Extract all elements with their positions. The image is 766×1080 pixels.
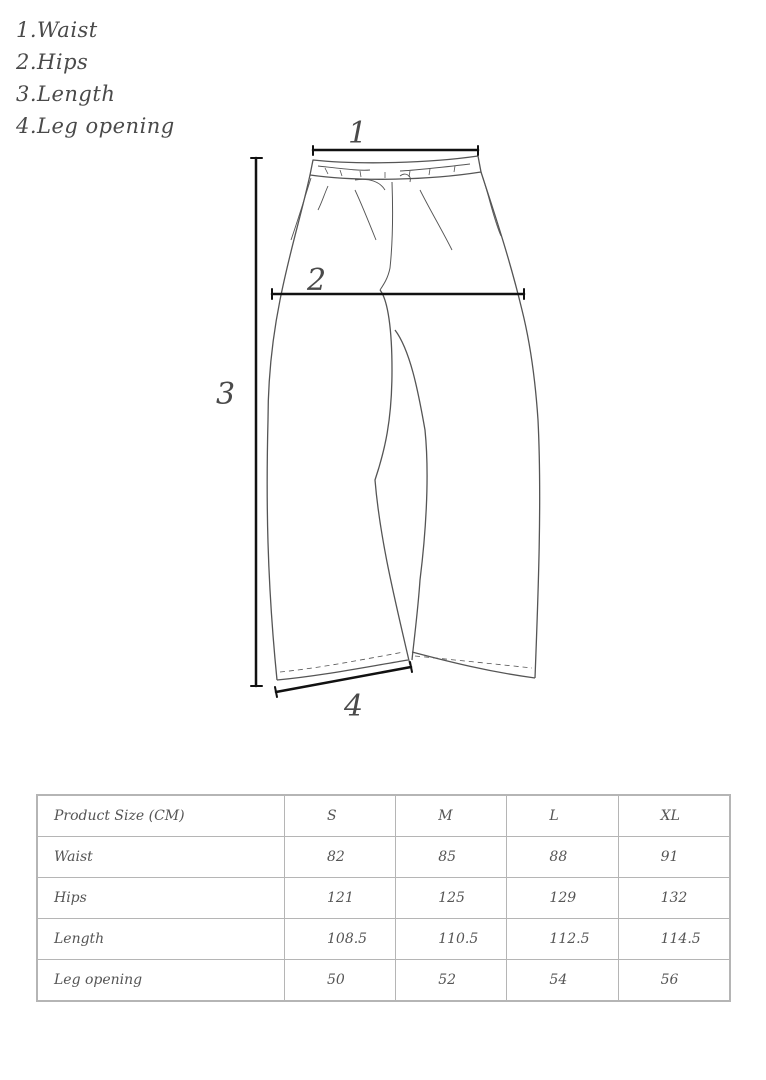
header-cell-s: S (285, 795, 396, 837)
header-cell-m: M (396, 795, 507, 837)
label-length-number: 3 (216, 377, 236, 412)
table-cell: 110.5 (396, 919, 507, 960)
table-cell: 112.5 (507, 919, 618, 960)
row-label: Leg opening (37, 960, 285, 1002)
table-header-row (37, 795, 730, 837)
measurement-lines (251, 146, 524, 697)
table-cell: 54 (507, 960, 618, 1002)
label-leg-opening-number: 4 (344, 689, 364, 724)
label-waist-number: 1 (348, 116, 368, 151)
table-cell: 88 (507, 837, 618, 878)
row-label: Waist (37, 837, 285, 878)
table-cell: 52 (396, 960, 507, 1002)
legend-item-waist: 1.Waist (16, 18, 98, 42)
size-chart-table (36, 794, 731, 1002)
header-cell-l: L (507, 795, 618, 837)
table-row (37, 960, 730, 1002)
table-cell: 121 (285, 878, 396, 919)
header-cell-product-size: Product Size (CM) (37, 795, 285, 837)
table-cell: 50 (285, 960, 396, 1002)
table-cell: 91 (618, 837, 730, 878)
table-cell: 85 (396, 837, 507, 878)
table-cell: 132 (618, 878, 730, 919)
table-cell: 114.5 (618, 919, 730, 960)
row-label: Hips (37, 878, 285, 919)
table-row (37, 837, 730, 878)
pants-outline (267, 156, 540, 680)
legend-item-hips: 2.Hips (16, 50, 89, 74)
label-hips-number: 2 (307, 263, 327, 298)
table-cell: 108.5 (285, 919, 396, 960)
row-label: Length (37, 919, 285, 960)
table-row (37, 878, 730, 919)
table-cell: 82 (285, 837, 396, 878)
table-row (37, 919, 730, 960)
table-cell: 56 (618, 960, 730, 1002)
table-cell: 129 (507, 878, 618, 919)
header-cell-xl: XL (618, 795, 730, 837)
table-cell: 125 (396, 878, 507, 919)
legend-item-leg-opening: 4.Leg opening (16, 114, 175, 138)
legend-item-length: 3.Length (16, 82, 116, 106)
